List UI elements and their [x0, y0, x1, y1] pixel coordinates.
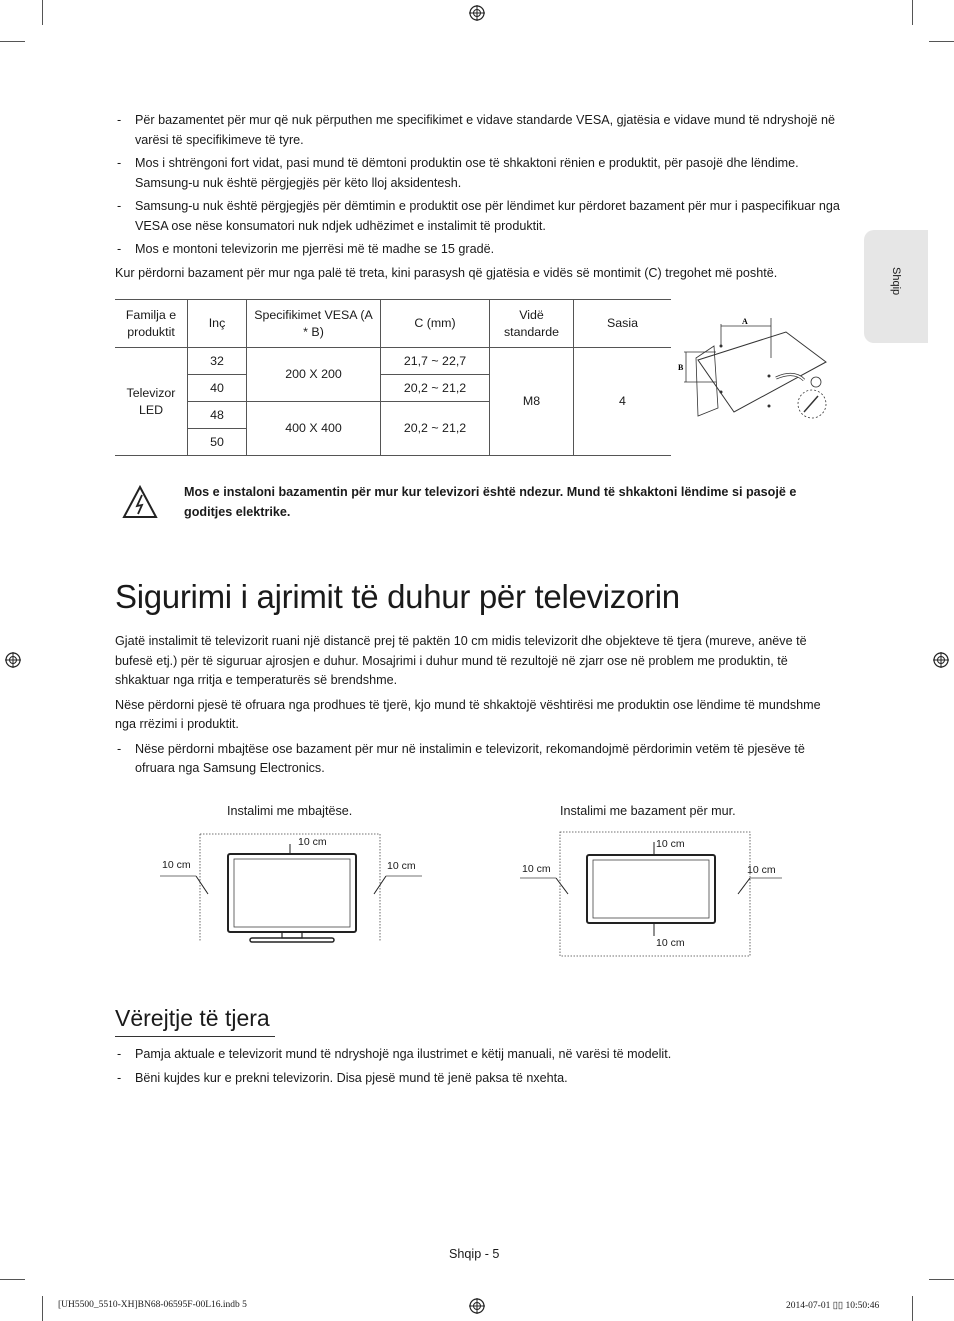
intro-paragraph: Kur përdorni bazament për mur nga palë të treta, kini parasysh që gjatësia e vidës së montimit (C) tregohet më poshtë. [115, 265, 778, 280]
warning-text: Mos e instaloni bazamentin për mur kur televizori është ndezur. Mund të shkaktoni lëndime si pasojë e goditjes elektrike. [184, 485, 797, 519]
registration-mark-icon [469, 1298, 485, 1314]
bullet-text: Mos e montoni televizorin me pjerrësi më të madhe se 15 gradë. [135, 242, 495, 256]
clearance-label-bottom: 10 cm [656, 937, 685, 949]
table-cell-family: Televizor LED [115, 348, 188, 456]
wall-mount-illustration [676, 312, 836, 434]
dimension-label-a: A [742, 317, 748, 326]
table-cell-c: 20,2 ~ 21,2 [381, 375, 490, 402]
subtitle-underline [115, 1036, 275, 1037]
crop-mark [929, 1279, 954, 1280]
column-header: Vidë standarde [490, 300, 574, 348]
table-cell-size: 50 [188, 429, 247, 456]
crop-mark [42, 0, 43, 25]
table-cell-screw: M8 [490, 348, 574, 456]
imprint-timestamp: 2014-07-01 ▯▯ 10:50:46 [786, 1301, 880, 1311]
dimension-label-b: B [678, 363, 684, 372]
section-subtitle: Vërejtje të tjera [115, 1005, 270, 1031]
bullet-list-top [115, 111, 840, 283]
list-item: - Mos e montoni televizorin me pjerrësi më të madhe se 15 gradë. [117, 242, 495, 256]
table-row [115, 348, 671, 375]
page-number: Shqip - 5 [449, 1247, 500, 1261]
table-cell-c: 20,2 ~ 21,2 [381, 402, 490, 456]
column-header: Sasia [574, 300, 672, 348]
imprint-file: [UH5500_5510-XH]BN68-06595F-00L16.indb 5 [58, 1300, 247, 1310]
electric-warning-icon [122, 485, 158, 519]
clearance-label-right: 10 cm [387, 860, 416, 872]
ventilation-text [115, 632, 840, 783]
table-cell-size: 48 [188, 402, 247, 429]
table-cell-qty: 4 [574, 348, 672, 456]
bullet-text: Pamja aktuale e televizorit mund të ndryshojë nga ilustrimet e këtij manuali, në varësi të modelit. [135, 1047, 672, 1061]
clearance-label-top: 10 cm [298, 836, 327, 848]
registration-mark-icon [933, 652, 949, 668]
paragraph: Nëse përdorni pjesë të ofruara nga prodhues të tjerë, kjo mund të shkaktojë vështirësi me produktin ose lëndime të mundshme nga rrëzimi i produktit. [115, 697, 821, 731]
bullet-text: Bëni kujdes kur e prekni televizorin. Disa pjesë mund të jenë paksa të nxehta. [135, 1070, 568, 1085]
table-header-row [115, 300, 671, 348]
clearance-label-left: 10 cm [522, 863, 551, 875]
vesa-table [115, 299, 671, 456]
table-cell-vesa: 200 X 200 [247, 348, 381, 402]
side-tab-label: Shqip [890, 267, 902, 296]
stand-installation-illustration [160, 826, 430, 946]
list-item: - Mos i shtrëngoni fort vidat, pasi mund të dëmtoni produktin ose të shkaktoni rënien e produktit, për pasojë dhe lëndime. Samsung-u nuk është përgjegjës për këto lloj aksidentesh. [117, 156, 799, 190]
crop-mark [42, 1296, 43, 1321]
crop-mark [912, 0, 913, 25]
table-cell-size: 40 [188, 375, 247, 402]
bullet-text: Nëse përdorni mbajtëse ose bazament për mur në instalimin e televizorit, rekomandojmë përdorimin vetëm të pjesëve të ofruara nga Samsung Electronics. [135, 741, 805, 775]
list-item: - Bëni kujdes kur e prekni televizorin. Disa pjesë mund të jenë paksa të nxehta. [117, 1070, 568, 1085]
crop-mark [912, 1296, 913, 1321]
clearance-label-right: 10 cm [747, 864, 776, 876]
figure-caption: Instalimi me bazament për mur. [560, 804, 736, 818]
clearance-label-top: 10 cm [656, 838, 685, 850]
registration-mark-icon [469, 5, 485, 21]
column-header: Inç [188, 300, 247, 348]
list-item: - Samsung-u nuk është përgjegjës për dëmtimin e produktit ose për lëndimet kur përdoret bazament për mur i paspecifikuar nga VESA ose nëse konsumatori nuk ndjek udhëzimet e instalimit të produktit. [117, 199, 840, 233]
crop-mark [0, 41, 25, 42]
list-item: - Për bazamentet për mur që nuk përputhen me specifikimet e vidave standarde VESA, gjatësia e vidave mund të ndryshojë në varësi të specifikimeve të tyre. [117, 113, 836, 147]
language-side-tab [864, 230, 928, 343]
list-item: - Pamja aktuale e televizorit mund të ndryshojë nga ilustrimet e këtij manuali, në varësi të modelit. [117, 1047, 672, 1061]
wall-installation-illustration [520, 830, 786, 960]
column-header: C (mm) [381, 300, 490, 348]
column-header: Specifikimet VESA (A * B) [247, 300, 381, 348]
bullet-text: Për bazamentet për mur që nuk përputhen me specifikimet e vidave standarde VESA, gjatësia e vidave mund të ndryshojë në varësi të specifikimeve të tyre. [135, 113, 836, 147]
list-item: - Nëse përdorni mbajtëse ose bazament për mur në instalimin e televizorit, rekomandojmë përdorimin vetëm të pjesëve të ofruara nga Samsung Electronics. [117, 741, 805, 775]
crop-mark [0, 1279, 25, 1280]
crop-mark [929, 41, 954, 42]
bullet-text: Mos i shtrëngoni fort vidat, pasi mund të dëmtoni produktin ose të shkaktoni rënien e produktit, për pasojë dhe lëndime. Samsung-u nuk është përgjegjës për këto lloj aksidentesh. [135, 156, 799, 190]
table-cell-c: 21,7 ~ 22,7 [381, 348, 490, 375]
bullet-list-bottom [115, 1045, 840, 1092]
column-header: Familja e produktit [115, 300, 188, 348]
paragraph: Gjatë instalimit të televizorit ruani një distancë prej të paktën 10 cm midis televizorit dhe objekteve të tjera (mureve, anëve të bufesë etj.) për të siguruar ajrosjen e duhur. Mosajrimi i duhur mund të rezultojë në zjarr ose në problem me produktin, të shkaktuar nga rritja e temperaturës së brendshme. [115, 634, 807, 687]
figure-caption: Instalimi me mbajtëse. [227, 804, 353, 818]
table-cell-size: 32 [188, 348, 247, 375]
clearance-label-left: 10 cm [162, 859, 191, 871]
page-title: Sigurimi i ajrimit të duhur për televizorin [115, 578, 680, 615]
registration-mark-icon [5, 652, 21, 668]
bullet-text: Samsung-u nuk është përgjegjës për dëmtimin e produktit ose për lëndimet kur përdoret bazament për mur i paspecifikuar nga VESA ose nëse konsumatori nuk ndjek udhëzimet e instalimit të produktit. [135, 199, 840, 233]
table-cell-vesa: 400 X 400 [247, 402, 381, 456]
